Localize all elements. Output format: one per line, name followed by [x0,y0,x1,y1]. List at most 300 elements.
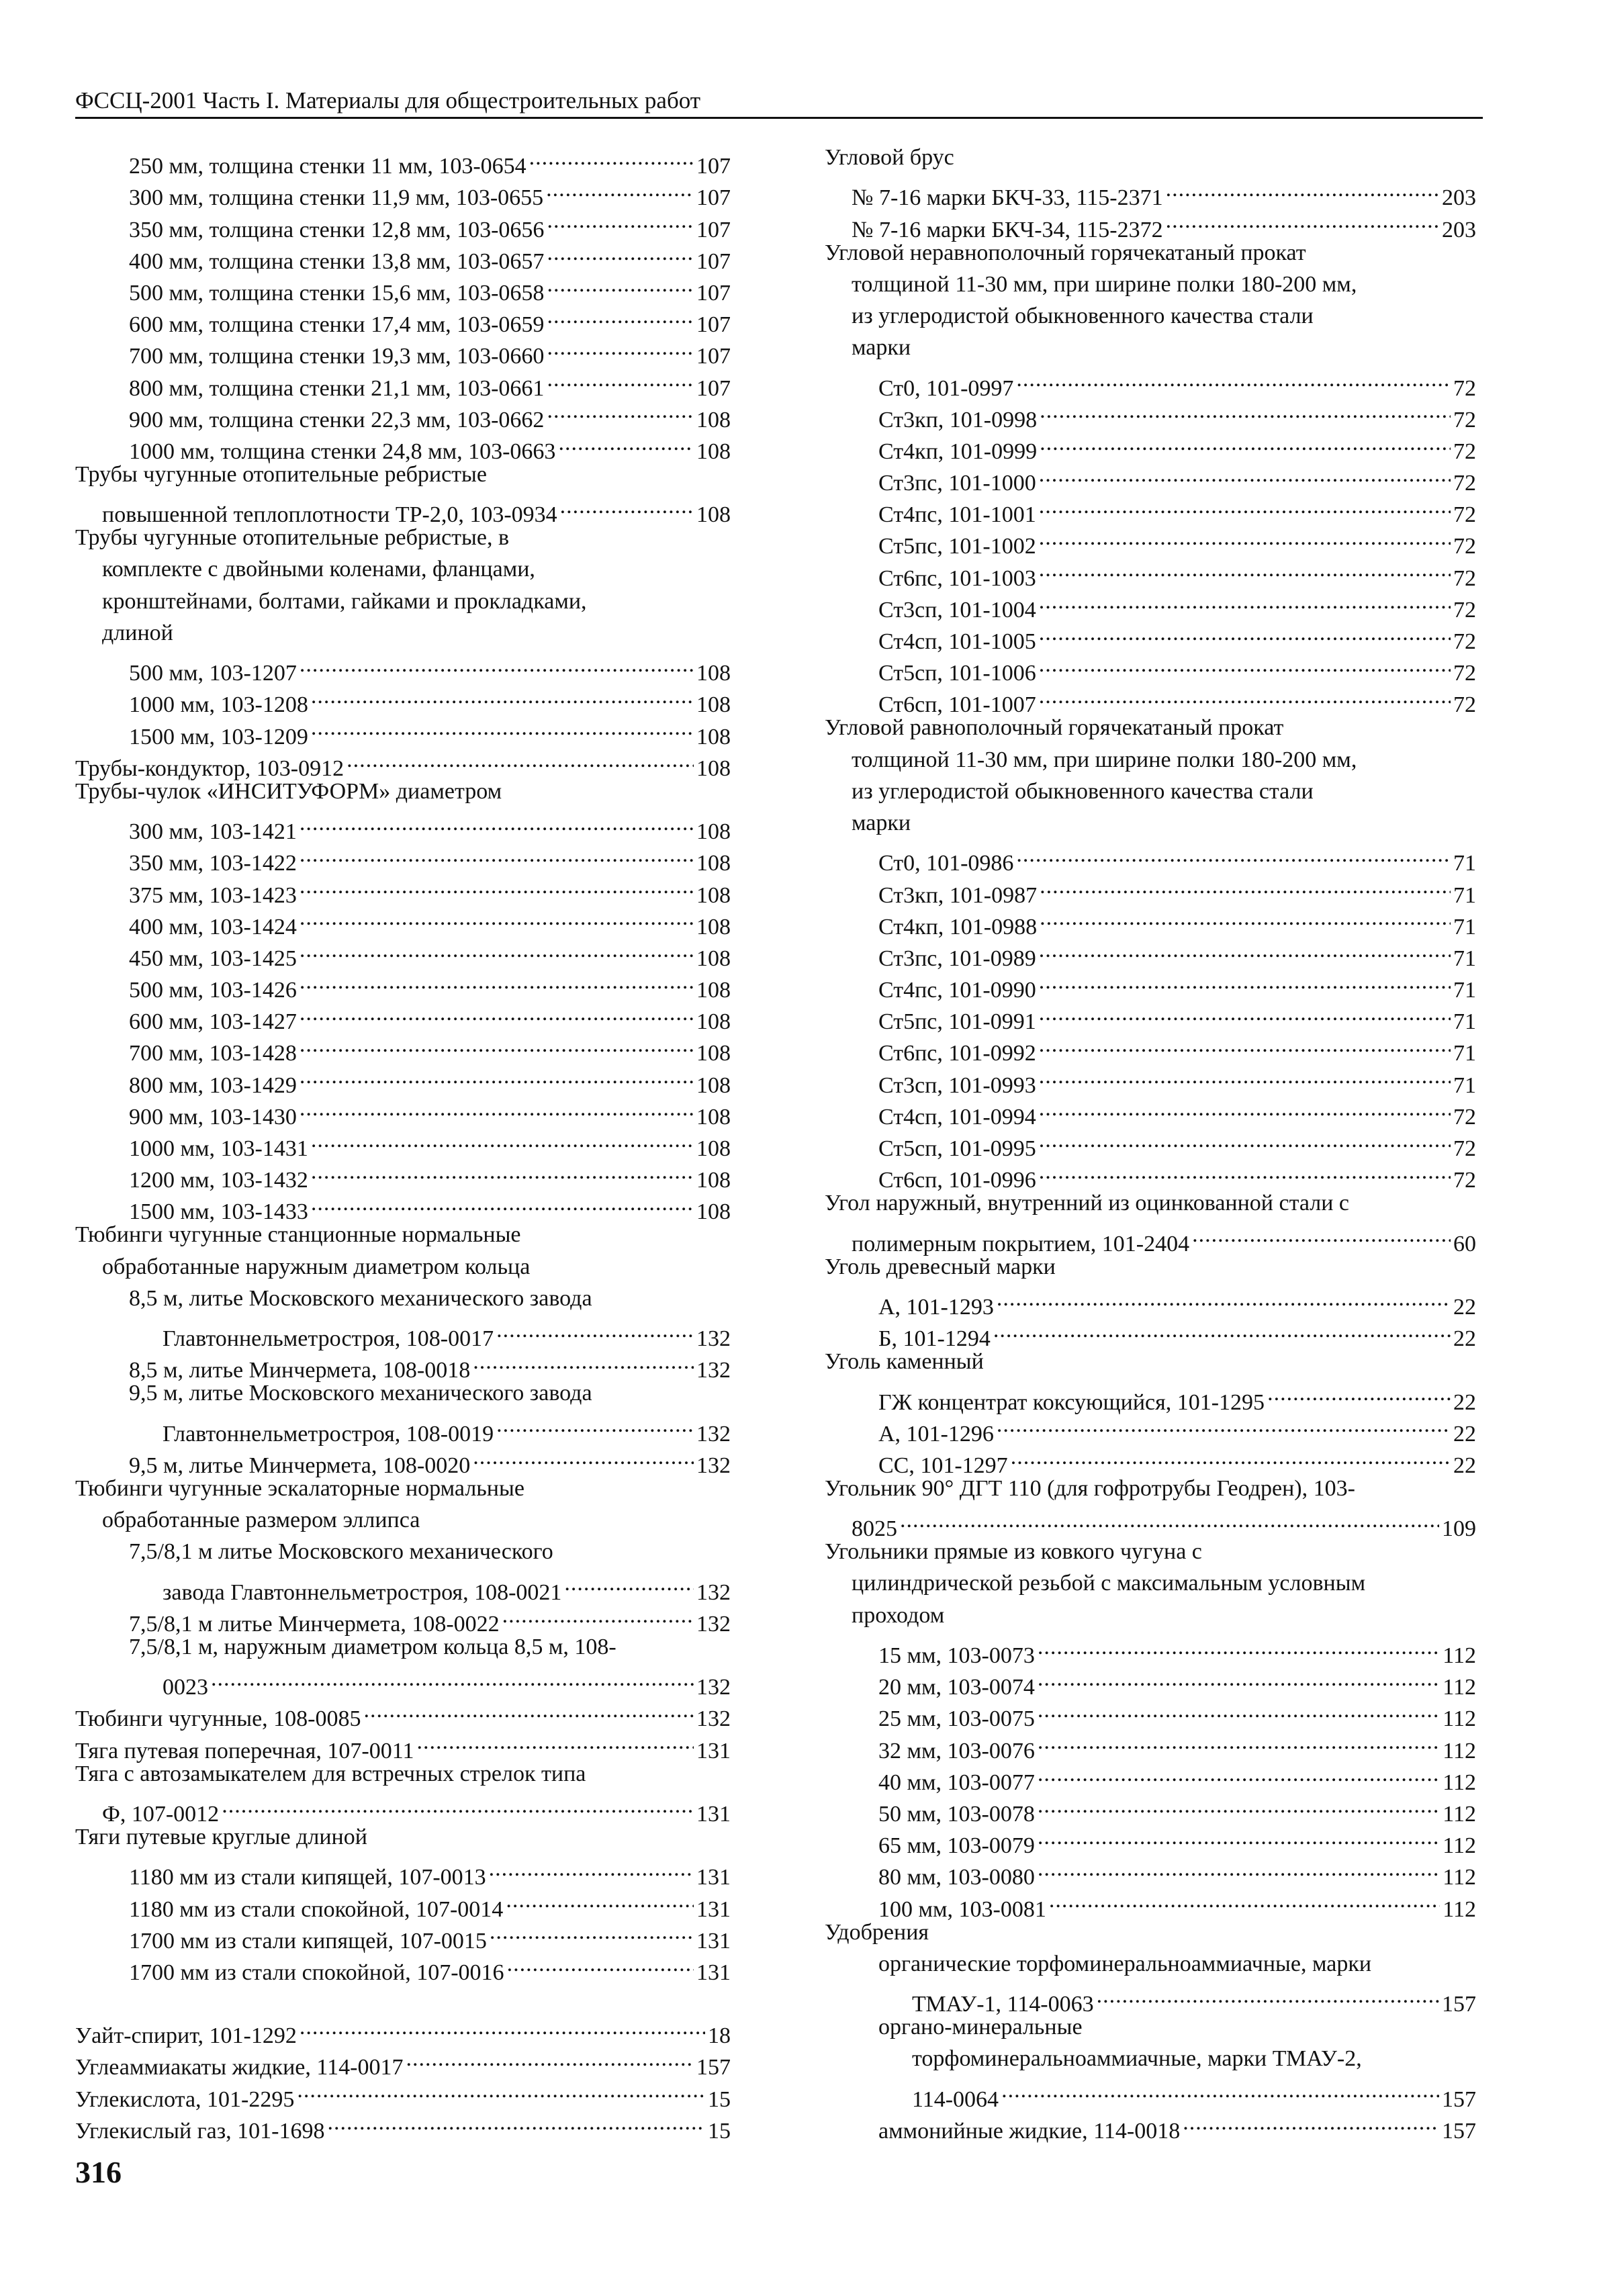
dot-leader [1016,363,1451,395]
index-entry [825,1377,1476,1415]
index-entry-text: 1000 мм, толщина стенки 24,8 мм, 103-0663 [129,439,556,464]
page-reference: 157 [1442,2118,1476,2144]
index-entry [75,1790,731,1827]
page-reference: 108 [696,439,731,464]
page-reference: 108 [696,946,731,971]
index-entry [75,1663,731,1700]
index-entry-text: Уайт-спирит, 101-1292 [75,2023,297,2049]
dot-leader [1039,553,1451,585]
page-reference: 72 [1453,534,1476,559]
dot-leader [364,1694,694,1726]
index-heading-line: органические торфоминеральноаммиачные, марки [878,1951,1372,1976]
dot-leader [1016,839,1451,870]
page-reference: 157 [696,2055,731,2080]
dot-leader [547,205,694,236]
index-entry-text: Ф, 107-0012 [102,1801,220,1827]
dot-leader [1267,1377,1451,1409]
index-entry-text: Ст3сп, 101-0993 [878,1072,1036,1098]
index-heading-line: обработанные наружным диаметром кольца [102,1254,531,1279]
index-entry [75,142,731,179]
index-entry-text: завода Главтоннельметростроя, 108-0021 [163,1579,562,1605]
page-reference: 107 [696,185,731,211]
index-entry-text: Ст5сп, 101-0995 [878,1136,1036,1161]
index-heading-line: марки [852,335,911,361]
index-entry-text: Углеаммиакаты жидкие, 114-0017 [75,2055,404,2080]
index-entry-text: 1700 мм из стали кипящей, 107-0015 [129,1928,487,1954]
index-entry-text: Ст4сп, 101-1005 [878,629,1036,654]
page-reference: 108 [696,1041,731,1066]
dot-leader [1039,934,1451,966]
dot-leader [211,1663,694,1694]
dot-leader [222,1790,694,1821]
dot-leader [1039,1029,1451,1060]
page-reference: 107 [696,312,731,338]
index-entry [825,1283,1476,1320]
index-entry [825,1219,1476,1256]
index-heading-line: из углеродистой обыкновенного качества стали [852,778,1314,804]
page-reference: 72 [1453,502,1476,528]
index-heading-line: толщиной 11-30 мм, при ширине полки 180-200 мм, [852,271,1357,297]
page-reference: 72 [1453,597,1476,623]
page-reference: 132 [696,1579,731,1605]
index-entry-text: 700 мм, толщина стенки 19,3 мм, 103-0660 [129,344,545,369]
index-entry [825,173,1476,211]
page-reference: 107 [696,280,731,306]
page-reference: 72 [1453,661,1476,686]
dot-leader [297,2074,705,2106]
index-entry-text: 600 мм, 103-1427 [129,1009,297,1035]
index-heading-line: Тяги путевые круглые длиной [75,1824,367,1849]
index-heading-line: Тюбинги чугунные эскалаторные нормальные [75,1475,524,1501]
index-heading-line: 7,5/8,1 м, наружным диаметром кольца 8,5 м, 108- [129,1634,616,1659]
dot-leader [1011,1441,1451,1473]
page-reference: 108 [696,1104,731,1130]
dot-leader [1097,1980,1439,2011]
dot-leader [347,744,694,776]
index-heading-line: Трубы чугунные отопительные ребристые, в [75,525,510,551]
page-reference: 131 [696,1738,731,1763]
index-entry-text: Б, 101-1294 [878,1326,991,1352]
index-entry-text: 114-0064 [912,2086,999,2112]
dot-leader [546,173,694,205]
page-reference: 131 [696,1960,731,1985]
index-entry-text: 8025 [852,1516,897,1542]
index-entry-text: Ст5пс, 101-1002 [878,534,1036,559]
index-heading-line: Тяга с автозамыкателем для встречных стрелок типа [75,1761,586,1786]
page-reference: 108 [696,1136,731,1161]
page-reference: 112 [1443,1706,1476,1732]
page-reference: 132 [696,1453,731,1478]
index-entry-text: 25 мм, 103-0075 [878,1706,1035,1732]
index-heading-line: Угловой брус [825,145,954,170]
page-reference: 72 [1453,1104,1476,1130]
page-reference: 15 [708,2118,731,2144]
index-heading-line: Угловой неравнополочный горячекатаный прокат [825,240,1306,265]
index-entry [825,1504,1476,1542]
dot-leader [997,1410,1451,1441]
dot-leader [300,839,694,870]
dot-leader [1039,1124,1451,1156]
index-entry-text: Главтоннельметростроя, 108-0019 [163,1421,494,1447]
index-heading-line: комплекте с двойными коленами, фланцами, [102,557,535,582]
index-heading-line: Уголь каменный [825,1349,984,1375]
dot-leader [300,1029,694,1060]
index-entry [825,1631,1476,1668]
index-heading-line: обработанные размером эллипса [102,1508,420,1533]
dot-leader [560,490,694,522]
page-reference: 203 [1442,185,1476,211]
index-heading-line: Тюбинги чугунные станционные нормальные [75,1222,521,1248]
dot-leader [547,237,694,269]
index-heading-line: Трубы-чулок «ИНСИТУФОРМ» диаметром [75,778,502,804]
index-entry [825,839,1476,876]
dot-leader [1039,1060,1451,1092]
page-reference: 108 [696,882,731,908]
index-entry [825,2074,1476,2112]
index-entry-text: Ст0, 101-0986 [878,851,1014,876]
index-entry-text: 1500 мм, 103-1433 [129,1199,308,1225]
page-number: 316 [75,2155,122,2189]
dot-leader [300,649,694,680]
page-reference: 72 [1453,1136,1476,1161]
dot-leader [300,903,694,934]
page-reference: 157 [1442,1992,1476,2017]
index-heading-line: Трубы чугунные отопительные ребристые [75,461,487,487]
index-entry-text: Ст4пс, 101-0990 [878,978,1036,1003]
index-entry-text: 800 мм, толщина стенки 21,1 мм, 103-0661 [129,375,545,401]
dot-leader [327,2107,705,2138]
index-entry-text: Ст0, 101-0997 [878,375,1014,401]
page-reference: 108 [696,407,731,432]
dot-leader [300,1093,694,1124]
page-reference: 108 [696,692,731,718]
dot-leader [300,966,694,997]
dot-leader [311,680,694,712]
index-entry-text: Тяга путевая поперечная, 107-0011 [75,1738,414,1763]
dot-leader [1038,1853,1440,1884]
dot-leader [496,1314,694,1346]
index-entry-text: 32 мм, 103-0076 [878,1738,1035,1763]
index-heading-line: толщиной 11-30 мм, при ширине полки 180-200 мм, [852,747,1357,772]
page-reference: 72 [1453,471,1476,496]
index-heading-line: проходом [852,1602,945,1628]
index-heading-line: из углеродистой обыкновенного качества стали [852,303,1314,328]
dot-leader [900,1504,1439,1536]
index-heading-line: марки [852,810,911,835]
dot-leader [507,1948,694,1980]
index-entry-text: 8,5 м, литье Минчермета, 108-0018 [129,1358,471,1383]
page-reference: 108 [696,661,731,686]
page-reference: 132 [696,1675,731,1700]
index-entry [75,1314,731,1352]
index-entry-text: 500 мм, 103-1207 [129,661,297,686]
index-entry-text: Ст5сп, 101-1006 [878,661,1036,686]
page-reference: 18 [708,2023,731,2049]
dot-leader [1038,1758,1440,1790]
page-reference: 108 [696,1009,731,1035]
page-reference: 22 [1453,1453,1476,1478]
dot-leader [1049,1884,1440,1916]
index-entry-text: 50 мм, 103-0078 [878,1801,1035,1827]
index-entry-text: ГЖ концентрат коксующийся, 101-1295 [878,1389,1265,1415]
dot-leader [993,1314,1451,1346]
index-entry-text: Ст3сп, 101-1004 [878,597,1036,623]
index-entry-text: № 7-16 марки БКЧ-34, 115-2372 [852,217,1163,242]
page-reference: 71 [1453,1072,1476,1098]
page-reference: 60 [1453,1231,1476,1256]
index-entry-text: Углекислота, 101-2295 [75,2086,295,2112]
dot-leader [311,1124,694,1156]
index-heading-line: Угол наружный, внутренний из оцинкованной стали с [825,1191,1350,1216]
page-reference: 72 [1453,439,1476,464]
index-heading-line: 8,5 м, литье Московского механического завода [129,1285,592,1311]
page-reference: 72 [1453,692,1476,718]
index-entry-text: 400 мм, толщина стенки 13,8 мм, 103-0657 [129,248,545,274]
index-entry-text: А, 101-1296 [878,1421,994,1447]
index-entry-text: 1180 мм из стали спокойной, 107-0014 [129,1896,504,1922]
index-entry-text: 450 мм, 103-1425 [129,946,297,971]
index-heading-line: цилиндрической резьбой с максимальным условным [852,1571,1366,1596]
page-reference: 108 [696,914,731,939]
dot-leader [1039,997,1451,1029]
index-entry [75,2011,731,2049]
page-reference: 108 [696,819,731,845]
page-reference: 72 [1453,1168,1476,1193]
page-reference: 112 [1443,1675,1476,1700]
page-reference: 132 [696,1706,731,1732]
dot-leader [547,269,694,300]
dot-leader [300,997,694,1029]
page-reference: 108 [696,502,731,528]
page-reference: 131 [696,1928,731,1954]
index-entry-text: 1000 мм, 103-1431 [129,1136,308,1161]
page-reference: 71 [1453,1009,1476,1035]
page-reference: 71 [1453,882,1476,908]
page-reference: 72 [1453,629,1476,654]
page-reference: 132 [696,1611,731,1637]
index-entry [75,1853,731,1890]
dot-leader [1038,1726,1440,1757]
index-heading-line: торфоминеральноаммиачные, марки ТМАУ-2, [912,2046,1362,2072]
page-reference: 112 [1443,1896,1476,1922]
page-reference: 203 [1442,217,1476,242]
page-reference: 112 [1443,1801,1476,1827]
index-entry-text: № 7-16 марки БКЧ-33, 115-2371 [852,185,1163,211]
dot-leader [496,1410,694,1441]
page-reference: 131 [696,1801,731,1827]
index-heading-line: кронштейнами, болтами, гайками и прокладками, [102,588,587,614]
dot-leader [547,300,694,332]
index-entry-text: 9,5 м, литье Минчермета, 108-0020 [129,1453,471,1478]
dot-leader [489,1853,694,1884]
dot-leader [1039,459,1451,490]
page-reference: 108 [696,978,731,1003]
page-reference: 108 [696,851,731,876]
index-column-left [75,142,731,2144]
index-entry-text: полимерным покрытием, 101-2404 [852,1231,1190,1256]
dot-leader [1001,2074,1439,2106]
index-entry-text: СС, 101-1297 [878,1453,1008,1478]
index-entry [825,363,1476,401]
index-heading-line: органо-минеральные [878,2015,1083,2040]
dot-leader [547,396,694,427]
page-reference: 112 [1443,1643,1476,1668]
dot-leader [1039,1156,1451,1187]
dot-leader [300,2011,705,2043]
index-entry-text: 1200 мм, 103-1432 [129,1168,308,1193]
page-reference: 107 [696,375,731,401]
index-entry-text: Ст3кп, 101-0998 [878,407,1038,432]
index-entry-text: 65 мм, 103-0079 [878,1833,1035,1859]
dot-leader [311,1187,694,1219]
page-reference: 108 [696,1072,731,1098]
dot-leader [1039,649,1451,680]
dot-leader [1038,1821,1440,1853]
page-reference: 108 [696,724,731,749]
index-entry [75,649,731,686]
dot-leader [311,712,694,743]
dot-leader [1040,903,1451,934]
page-reference: 22 [1453,1326,1476,1352]
index-entry-text: Ст4кп, 101-0999 [878,439,1038,464]
dot-leader [416,1726,694,1757]
index-entry [75,1410,731,1447]
dot-leader [1040,427,1451,459]
page-reference: 109 [1442,1516,1476,1542]
index-entry-text: ТМАУ-1, 114-0063 [912,1992,1094,2017]
index-entry-text: 500 мм, толщина стенки 15,6 мм, 103-0658 [129,280,545,306]
index-entry-text: 400 мм, 103-1424 [129,914,297,939]
page-reference: 107 [696,248,731,274]
index-entry-text: 350 мм, 103-1422 [129,851,297,876]
page-reference: 112 [1443,1738,1476,1763]
index-entry-text: 375 мм, 103-1423 [129,882,297,908]
index-entry-text: 350 мм, толщина стенки 12,8 мм, 103-0656 [129,217,545,242]
page-reference: 112 [1443,1770,1476,1795]
dot-leader [490,1917,694,1948]
page-reference: 72 [1453,565,1476,591]
page-reference: 107 [696,154,731,179]
page-reference: 112 [1443,1865,1476,1890]
page-reference: 72 [1453,375,1476,401]
dot-leader [529,142,694,173]
page-reference: 15 [708,2086,731,2112]
index-entry-text: Главтоннельметростроя, 108-0017 [163,1326,494,1352]
index-entry-text: Ст4сп, 101-0994 [878,1104,1036,1130]
index-entry-text: Ст5пс, 101-0991 [878,1009,1036,1035]
index-entry-text: 1500 мм, 103-1209 [129,724,308,749]
page-reference: 108 [696,1168,731,1193]
index-entry-text: Углекислый газ, 101-1698 [75,2118,325,2144]
index-entry-text: 1000 мм, 103-1208 [129,692,308,718]
index-entry-text: 80 мм, 103-0080 [878,1865,1035,1890]
page-reference: 22 [1453,1421,1476,1447]
page-reference: 157 [1442,2086,1476,2112]
index-entry-text: 600 мм, толщина стенки 17,4 мм, 103-0659 [129,312,545,338]
dot-leader [1039,522,1451,553]
index-entry-text: Ст6сп, 101-1007 [878,692,1036,718]
index-entry [75,807,731,845]
index-entry-text: Ст6пс, 101-0992 [878,1041,1036,1066]
index-entry-text: 0023 [163,1675,208,1700]
dot-leader [1039,490,1451,522]
page-reference: 132 [696,1358,731,1383]
dot-leader [1166,173,1439,205]
index-entry-text: 7,5/8,1 м литье Минчермета, 108-0022 [129,1611,500,1637]
dot-leader [1038,1631,1440,1663]
index-entry-text: 500 мм, 103-1426 [129,978,297,1003]
dot-leader [1038,1694,1440,1726]
dot-leader [1039,586,1451,617]
page-reference: 131 [696,1896,731,1922]
dot-leader [558,427,694,459]
page-reference: 107 [696,217,731,242]
page-reference: 132 [696,1326,731,1352]
page-reference: 132 [696,1421,731,1447]
dot-leader [1038,1790,1440,1821]
index-column-right [825,142,1476,2144]
dot-leader [506,1884,694,1916]
page-reference: 71 [1453,914,1476,939]
dot-leader [300,934,694,966]
dot-leader [1039,617,1451,649]
index-entry-text: 700 мм, 103-1428 [129,1041,297,1066]
index-heading-line: Уголь древесный марки [825,1254,1056,1279]
dot-leader [1038,1663,1440,1694]
dot-leader [300,870,694,902]
index-heading-line: длиной [102,620,173,645]
index-heading-line: Угловой равнополочный горячекатаный прокат [825,715,1284,741]
dot-leader [1039,1093,1451,1124]
dot-leader [1039,966,1451,997]
index-entry-text: Ст3пс, 101-1000 [878,471,1036,496]
index-entry [75,490,731,528]
index-heading-line: 9,5 м, литье Московского механического завода [129,1381,592,1406]
dot-leader [1166,205,1439,236]
index-entry-text: 100 мм, 103-0081 [878,1896,1046,1922]
dot-leader [300,1060,694,1092]
index-entry [825,1980,1476,2017]
index-entry-text: Ст3кп, 101-0987 [878,882,1038,908]
index-entry-text: 300 мм, 103-1421 [129,819,297,845]
index-entry-text: 1700 мм из стали спокойной, 107-0016 [129,1960,504,1985]
index-entry-text: повышенной теплоплотности ТР-2,0, 103-0934 [102,502,557,528]
dot-leader [473,1441,694,1473]
index-entry-text: Тюбинги чугунные, 108-0085 [75,1706,361,1732]
index-entry-text: 800 мм, 103-1429 [129,1072,297,1098]
dot-leader [473,1346,694,1377]
dot-leader [406,2043,694,2074]
index-entry-text: Ст6сп, 101-0996 [878,1168,1036,1193]
page-reference: 71 [1453,851,1476,876]
running-header: ФССЦ-2001 Часть I. Материалы для общестроительных работ [75,86,1483,119]
dot-leader [502,1600,694,1631]
index-entry-text: Ст6пс, 101-1003 [878,565,1036,591]
dot-leader [1040,396,1451,427]
dot-leader [547,332,694,363]
page-reference: 71 [1453,1041,1476,1066]
page-reference: 72 [1453,407,1476,432]
index-entry-text: 250 мм, толщина стенки 11 мм, 103-0654 [129,154,527,179]
index-entry-text: 300 мм, толщина стенки 11,9 мм, 103-0655 [129,185,544,211]
index-heading-line: Удобрения [825,1919,929,1945]
page-reference: 71 [1453,978,1476,1003]
page-reference: 112 [1443,1833,1476,1859]
page-reference: 107 [696,344,731,369]
dot-leader [547,363,694,395]
index-entry-text: 1180 мм из стали кипящей, 107-0013 [129,1865,486,1890]
index-entry-text: 40 мм, 103-0077 [878,1770,1035,1795]
